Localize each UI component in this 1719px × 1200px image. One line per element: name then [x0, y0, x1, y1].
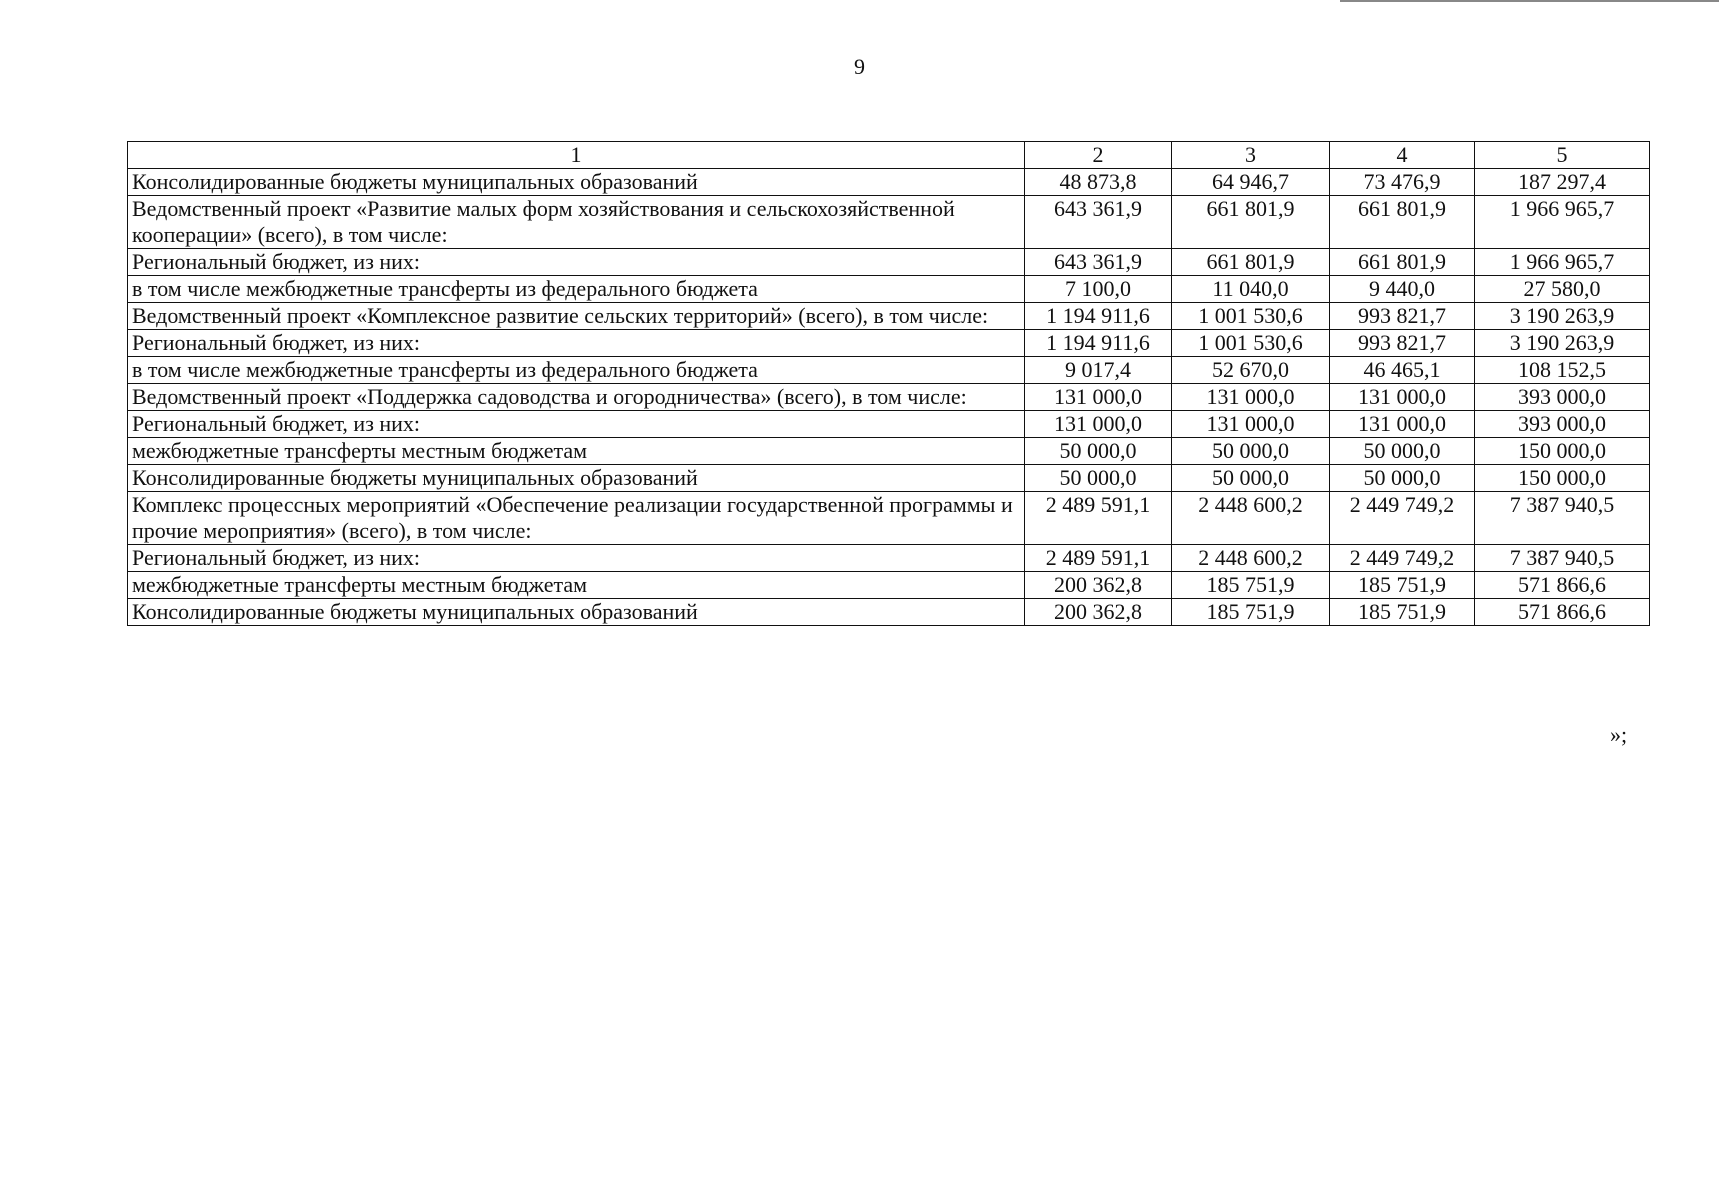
- value-cell: 46 465,1: [1330, 357, 1475, 384]
- table-row: [128, 196, 1650, 249]
- row-label-cell: Ведомственный проект «Комплексное развитие сельских территорий» (всего), в том числе:: [128, 303, 1025, 330]
- value-cell: 50 000,0: [1025, 438, 1172, 465]
- value-cell: 11 040,0: [1172, 276, 1330, 303]
- value-cell: 2 448 600,2: [1172, 492, 1330, 545]
- row-label-cell: Ведомственный проект «Развитие малых форм хозяйствования и сельскохозяйственной кооперации» (всего), в том числе:: [128, 196, 1025, 249]
- value-cell: 7 387 940,5: [1475, 492, 1650, 545]
- page-number: 9: [854, 54, 865, 79]
- value-cell: 3 190 263,9: [1475, 303, 1650, 330]
- value-cell: 3 190 263,9: [1475, 330, 1650, 357]
- value-cell: 50 000,0: [1172, 438, 1330, 465]
- row-label-cell: в том числе межбюджетные трансферты из федерального бюджета: [128, 276, 1025, 303]
- row-label-cell: Региональный бюджет, из них:: [128, 330, 1025, 357]
- value-cell: 1 001 530,6: [1172, 330, 1330, 357]
- value-cell: 661 801,9: [1172, 249, 1330, 276]
- value-cell: 73 476,9: [1330, 169, 1475, 196]
- table-row: [128, 545, 1650, 572]
- value-cell: 393 000,0: [1475, 411, 1650, 438]
- column-header: 1: [128, 142, 1025, 169]
- value-cell: 131 000,0: [1330, 411, 1475, 438]
- row-label-cell: Региональный бюджет, из них:: [128, 411, 1025, 438]
- value-cell: 571 866,6: [1475, 572, 1650, 599]
- value-cell: 1 194 911,6: [1025, 330, 1172, 357]
- value-cell: 9 017,4: [1025, 357, 1172, 384]
- table-row: [128, 249, 1650, 276]
- value-cell: 185 751,9: [1172, 599, 1330, 626]
- value-cell: 643 361,9: [1025, 249, 1172, 276]
- value-cell: 185 751,9: [1172, 572, 1330, 599]
- row-label-cell: в том числе межбюджетные трансферты из федерального бюджета: [128, 357, 1025, 384]
- value-cell: 131 000,0: [1172, 384, 1330, 411]
- value-cell: 571 866,6: [1475, 599, 1650, 626]
- value-cell: 2 489 591,1: [1025, 545, 1172, 572]
- table-row: [128, 465, 1650, 492]
- value-cell: 993 821,7: [1330, 303, 1475, 330]
- value-cell: 1 966 965,7: [1475, 196, 1650, 249]
- value-cell: 50 000,0: [1330, 465, 1475, 492]
- table-row: [128, 572, 1650, 599]
- value-cell: 185 751,9: [1330, 599, 1475, 626]
- row-label-cell: Консолидированные бюджеты муниципальных образований: [128, 465, 1025, 492]
- value-cell: 64 946,7: [1172, 169, 1330, 196]
- table-row: [128, 357, 1650, 384]
- table-row: [128, 438, 1650, 465]
- table-header-row: [128, 142, 1650, 169]
- table-row: [128, 276, 1650, 303]
- value-cell: 131 000,0: [1025, 384, 1172, 411]
- budget-table-container: [127, 141, 1649, 626]
- value-cell: 131 000,0: [1172, 411, 1330, 438]
- table-row: [128, 492, 1650, 545]
- column-header: 4: [1330, 142, 1475, 169]
- value-cell: 643 361,9: [1025, 196, 1172, 249]
- value-cell: 993 821,7: [1330, 330, 1475, 357]
- value-cell: 131 000,0: [1025, 411, 1172, 438]
- value-cell: 27 580,0: [1475, 276, 1650, 303]
- row-label-cell: Комплекс процессных мероприятий «Обеспечение реализации государственной программы и прочие мероприятия» (всего), в том числе:: [128, 492, 1025, 545]
- value-cell: 52 670,0: [1172, 357, 1330, 384]
- table-body: [128, 169, 1650, 626]
- value-cell: 200 362,8: [1025, 599, 1172, 626]
- row-label-cell: Консолидированные бюджеты муниципальных образований: [128, 169, 1025, 196]
- value-cell: 50 000,0: [1172, 465, 1330, 492]
- value-cell: 661 801,9: [1330, 249, 1475, 276]
- value-cell: 150 000,0: [1475, 465, 1650, 492]
- table-row: [128, 330, 1650, 357]
- table-row: [128, 411, 1650, 438]
- column-header: 5: [1475, 142, 1650, 169]
- value-cell: 2 449 749,2: [1330, 545, 1475, 572]
- row-label-cell: Консолидированные бюджеты муниципальных образований: [128, 599, 1025, 626]
- value-cell: 1 966 965,7: [1475, 249, 1650, 276]
- table-row: [128, 384, 1650, 411]
- row-label-cell: межбюджетные трансферты местным бюджетам: [128, 572, 1025, 599]
- table-row: [128, 599, 1650, 626]
- value-cell: 200 362,8: [1025, 572, 1172, 599]
- value-cell: 393 000,0: [1475, 384, 1650, 411]
- value-cell: 2 489 591,1: [1025, 492, 1172, 545]
- value-cell: 661 801,9: [1330, 196, 1475, 249]
- budget-table: [127, 141, 1650, 626]
- value-cell: 2 449 749,2: [1330, 492, 1475, 545]
- table-row: [128, 303, 1650, 330]
- value-cell: 7 387 940,5: [1475, 545, 1650, 572]
- row-label-cell: Ведомственный проект «Поддержка садоводства и огородничества» (всего), в том числе:: [128, 384, 1025, 411]
- value-cell: 131 000,0: [1330, 384, 1475, 411]
- value-cell: 661 801,9: [1172, 196, 1330, 249]
- table-row: [128, 169, 1650, 196]
- closing-quote-mark: »;: [1610, 722, 1628, 747]
- value-cell: 9 440,0: [1330, 276, 1475, 303]
- value-cell: 187 297,4: [1475, 169, 1650, 196]
- row-label-cell: Региональный бюджет, из них:: [128, 249, 1025, 276]
- value-cell: 48 873,8: [1025, 169, 1172, 196]
- row-label-cell: межбюджетные трансферты местным бюджетам: [128, 438, 1025, 465]
- row-label-cell: Региональный бюджет, из них:: [128, 545, 1025, 572]
- scan-artifact-line: [1340, 0, 1719, 2]
- value-cell: 50 000,0: [1025, 465, 1172, 492]
- value-cell: 7 100,0: [1025, 276, 1172, 303]
- value-cell: 1 194 911,6: [1025, 303, 1172, 330]
- column-header: 2: [1025, 142, 1172, 169]
- column-header: 3: [1172, 142, 1330, 169]
- value-cell: 185 751,9: [1330, 572, 1475, 599]
- value-cell: 1 001 530,6: [1172, 303, 1330, 330]
- value-cell: 150 000,0: [1475, 438, 1650, 465]
- value-cell: 50 000,0: [1330, 438, 1475, 465]
- value-cell: 2 448 600,2: [1172, 545, 1330, 572]
- value-cell: 108 152,5: [1475, 357, 1650, 384]
